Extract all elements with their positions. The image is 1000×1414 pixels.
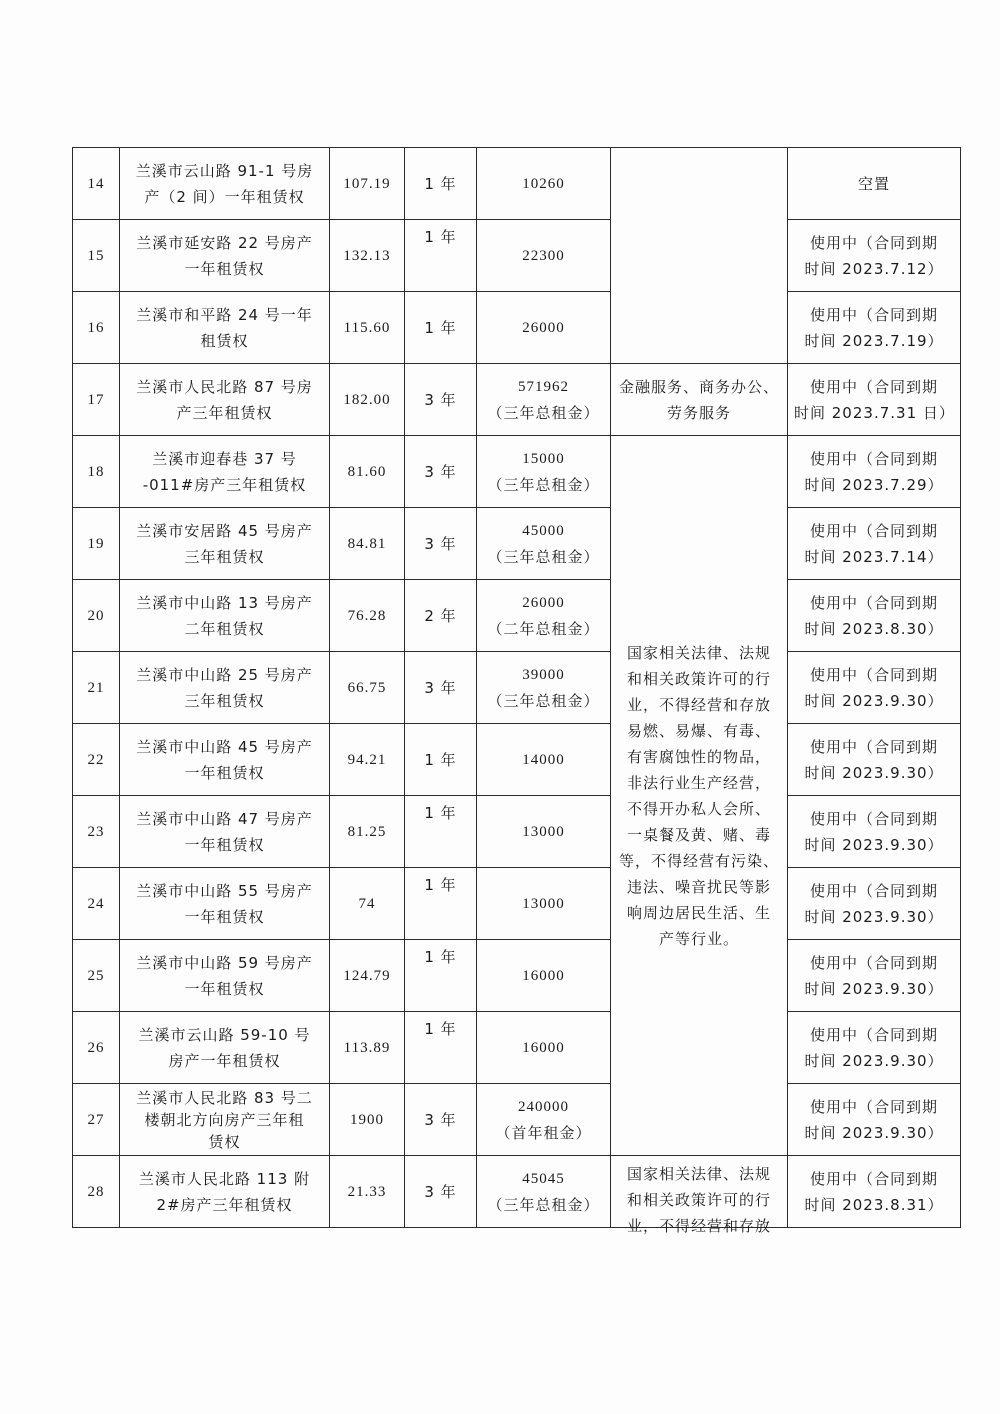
row-number: 27 [73, 1084, 120, 1156]
property-name-line: 一年租赁权 [184, 979, 265, 998]
property-name-line: 兰溪市中山路 47 号房产 [136, 809, 313, 828]
property-name-line: 兰溪市中山路 45 号房产 [136, 737, 313, 756]
rent-cell [477, 868, 611, 940]
property-name-cell [120, 1012, 330, 1084]
permitted-use-cell [611, 364, 788, 436]
row-number: 20 [73, 580, 120, 652]
property-name-line: 兰溪市人民北路 83 号二 [136, 1088, 313, 1107]
area-cell: 113.89 [330, 1012, 405, 1084]
property-name-cell [120, 868, 330, 940]
status-cell [788, 364, 961, 436]
property-name-line: 兰溪市延安路 22 号房产 [136, 233, 313, 252]
rent-line: 571962 [518, 378, 569, 395]
lease-term-text: 1 年 [424, 228, 457, 246]
rent-cell [477, 940, 611, 1012]
rent-line: 16000 [522, 967, 565, 984]
permitted-use-line: 国家相关法律、法规 [626, 643, 771, 662]
table-row [73, 868, 961, 940]
status-line: 时间 2023.9.30） [804, 835, 944, 854]
permitted-use-line: 劳务服务 [666, 403, 731, 422]
area-cell: 94.21 [330, 724, 405, 796]
property-name-cell [120, 796, 330, 868]
status-line: 时间 2023.7.19） [804, 331, 944, 350]
rent-line: （三年总租金） [487, 547, 600, 566]
lease-term-cell [405, 652, 477, 724]
table-row [73, 652, 961, 724]
row-number: 22 [73, 724, 120, 796]
property-name-line: 房产一年租赁权 [168, 1051, 281, 1070]
rent-line: 14000 [522, 751, 565, 768]
table-row [73, 1012, 961, 1084]
permitted-use-cell-empty [611, 148, 788, 364]
status-cell [788, 940, 961, 1012]
permitted-use-line: 国家相关法律、法规 [626, 1164, 771, 1183]
row-number: 28 [73, 1156, 120, 1228]
rent-line: （三年总租金） [487, 475, 600, 494]
rent-cell [477, 148, 611, 220]
property-name-line: 一年租赁权 [184, 763, 265, 782]
lease-term-cell [405, 1084, 477, 1156]
rent-cell [477, 724, 611, 796]
area-cell: 66.75 [330, 652, 405, 724]
status-cell [788, 508, 961, 580]
property-name-line: 兰溪市中山路 55 号房产 [136, 881, 313, 900]
status-line: 时间 2023.9.30） [804, 907, 944, 926]
lease-term-cell [405, 580, 477, 652]
status-line: 使用中（合同到期 [809, 1169, 938, 1188]
rent-cell [477, 1156, 611, 1228]
status-line: 使用中（合同到期 [809, 881, 938, 900]
rent-line: 22300 [522, 247, 565, 264]
rent-cell [477, 292, 611, 364]
property-name-cell [120, 220, 330, 292]
property-name-cell [120, 940, 330, 1012]
property-name-line: 二年租赁权 [184, 619, 265, 638]
table-row [73, 436, 961, 508]
status-cell [788, 724, 961, 796]
property-name-line: 产三年租赁权 [176, 403, 273, 422]
property-name-line: 兰溪市人民北路 87 号房 [136, 377, 313, 396]
status-line: 使用中（合同到期 [809, 377, 938, 396]
status-cell [788, 220, 961, 292]
status-line: 使用中（合同到期 [809, 521, 938, 540]
rent-line: 13000 [522, 823, 565, 840]
row-number: 19 [73, 508, 120, 580]
lease-term-cell [405, 436, 477, 508]
rent-line: 240000 [518, 1098, 569, 1115]
table-row [73, 292, 961, 364]
lease-term-cell [405, 292, 477, 364]
lease-term-cell [405, 1156, 477, 1228]
rent-line: （三年总租金） [487, 691, 600, 710]
status-line: 时间 2023.9.30） [804, 691, 944, 710]
lease-term-cell [405, 796, 477, 868]
status-line: 使用中（合同到期 [809, 737, 938, 756]
property-name-cell [120, 1156, 330, 1228]
status-line: 时间 2023.7.14） [804, 547, 944, 566]
permitted-use-line: 和相关政策许可的行 [626, 1190, 771, 1209]
permitted-use-line: 金融服务、商务办公、 [618, 377, 779, 396]
status-line: 使用中（合同到期 [809, 665, 938, 684]
property-name-line: 三年租赁权 [184, 547, 265, 566]
status-cell [788, 292, 961, 364]
property-name-line: -011#房产三年租赁权 [142, 475, 307, 494]
area-cell: 182.00 [330, 364, 405, 436]
permitted-use-line: 业，不得经营和存放 [626, 695, 771, 714]
rent-line: （三年总租金） [487, 1195, 600, 1214]
status-cell [788, 148, 961, 220]
row-number: 14 [73, 148, 120, 220]
table-row [73, 220, 961, 292]
property-name-line: 兰溪市中山路 59 号房产 [136, 953, 313, 972]
property-name-cell [120, 148, 330, 220]
permitted-use-line: 不得开办私人会所、 [626, 799, 771, 818]
lease-table [72, 147, 961, 1235]
table-row [73, 940, 961, 1012]
property-name-cell [120, 508, 330, 580]
lease-term-text: 3 年 [424, 534, 457, 553]
area-cell: 76.28 [330, 580, 405, 652]
table-row [73, 580, 961, 652]
property-name-cell [120, 652, 330, 724]
status-cell [788, 1084, 961, 1156]
lease-term-text: 1 年 [424, 876, 457, 894]
property-name-line: 兰溪市云山路 59-10 号 [138, 1025, 311, 1044]
status-line: 使用中（合同到期 [809, 449, 938, 468]
property-name-line: 产（2 间）一年租赁权 [144, 187, 305, 206]
rent-line: 26000 [522, 594, 565, 611]
rent-cell [477, 508, 611, 580]
row-number: 25 [73, 940, 120, 1012]
lease-term-cell [405, 1012, 477, 1084]
property-name-line: 兰溪市迎春巷 37 号 [152, 449, 297, 468]
property-name-line: 兰溪市人民北路 113 附 [138, 1169, 311, 1188]
permitted-use-line: 业，不得经营和存放 [626, 1216, 771, 1235]
permitted-use-line: 产等行业。 [658, 929, 739, 948]
status-line: 时间 2023.8.31） [804, 1195, 944, 1214]
row-number: 15 [73, 220, 120, 292]
permitted-use-cell [611, 1156, 788, 1235]
rent-line: 16000 [522, 1039, 565, 1056]
lease-term-text: 3 年 [424, 390, 457, 409]
rent-line: 26000 [522, 319, 565, 336]
permitted-use-line: 等，不得经营有污染、 [618, 851, 779, 870]
table-row [73, 364, 961, 436]
lease-term-text: 3 年 [424, 678, 457, 697]
status-line: 时间 2023.9.30） [804, 1123, 944, 1142]
rent-cell [477, 652, 611, 724]
lease-term-text: 1 年 [424, 948, 457, 966]
lease-term-cell [405, 724, 477, 796]
lease-term-text: 1 年 [424, 804, 457, 822]
status-line: 时间 2023.7.29） [804, 475, 944, 494]
rent-line: 39000 [522, 666, 565, 683]
property-name-line: 楼朝北方向房产三年租 [144, 1110, 305, 1129]
rent-cell [477, 436, 611, 508]
property-name-line: 兰溪市中山路 13 号房产 [136, 593, 313, 612]
status-line: 时间 2023.8.30） [804, 619, 944, 638]
row-number: 26 [73, 1012, 120, 1084]
rent-cell [477, 1012, 611, 1084]
rent-cell [477, 796, 611, 868]
area-cell: 124.79 [330, 940, 405, 1012]
rent-line: 13000 [522, 895, 565, 912]
property-name-line: 2#房产三年租赁权 [156, 1195, 293, 1214]
rent-line: （首年租金） [495, 1123, 592, 1142]
property-name-cell [120, 292, 330, 364]
permitted-use-line: 有害腐蚀性的物品， [626, 747, 771, 766]
status-line: 使用中（合同到期 [809, 305, 938, 324]
property-name-line: 一年租赁权 [184, 835, 265, 854]
status-cell [788, 796, 961, 868]
lease-term-text: 1 年 [424, 1020, 457, 1038]
permitted-use-line: 违法、噪音扰民等影 [626, 877, 771, 896]
lease-term-cell [405, 868, 477, 940]
status-line: 时间 2023.7.31 日） [794, 403, 955, 422]
property-name-cell [120, 724, 330, 796]
property-name-cell [120, 436, 330, 508]
area-cell: 81.60 [330, 436, 405, 508]
permitted-use-cell [611, 436, 788, 1156]
rent-line: 15000 [522, 450, 565, 467]
permitted-use-line: 非法行业生产经营， [626, 773, 771, 792]
status-line: 时间 2023.9.30） [804, 1051, 944, 1070]
property-name-line: 赁权 [208, 1132, 241, 1151]
row-number: 21 [73, 652, 120, 724]
lease-term-text: 3 年 [424, 1110, 457, 1129]
area-cell: 1900 [330, 1084, 405, 1156]
status-cell [788, 436, 961, 508]
status-line: 使用中（合同到期 [809, 1097, 938, 1116]
status-line: 使用中（合同到期 [809, 593, 938, 612]
status-line: 时间 2023.9.30） [804, 763, 944, 782]
rent-line: （二年总租金） [487, 619, 600, 638]
rent-line: 45045 [522, 1170, 565, 1187]
area-cell: 132.13 [330, 220, 405, 292]
row-number: 17 [73, 364, 120, 436]
property-name-line: 租赁权 [200, 331, 249, 350]
table-row [73, 724, 961, 796]
row-number: 24 [73, 868, 120, 940]
area-cell: 74 [330, 868, 405, 940]
area-cell: 115.60 [330, 292, 405, 364]
status-line: 时间 2023.7.12） [804, 259, 944, 278]
lease-term-cell [405, 508, 477, 580]
table-row [73, 508, 961, 580]
permitted-use-line: 响周边居民生活、生 [626, 903, 771, 922]
status-cell [788, 868, 961, 940]
property-name-line: 兰溪市和平路 24 号一年 [136, 305, 313, 324]
rent-cell [477, 1084, 611, 1156]
property-name-cell [120, 364, 330, 436]
lease-term-cell [405, 148, 477, 220]
property-name-cell [120, 1084, 330, 1156]
area-cell: 81.25 [330, 796, 405, 868]
lease-term-cell [405, 940, 477, 1012]
status-line: 空置 [857, 174, 890, 193]
lease-term-text: 1 年 [424, 750, 457, 769]
status-line: 使用中（合同到期 [809, 953, 938, 972]
permitted-use-line: 一桌餐及黄、赌、毒 [626, 825, 771, 844]
status-line: 时间 2023.9.30） [804, 979, 944, 998]
status-cell [788, 1012, 961, 1084]
table-row [73, 796, 961, 868]
property-name-line: 兰溪市安居路 45 号房产 [136, 521, 313, 540]
property-name-cell [120, 580, 330, 652]
property-name-line: 兰溪市中山路 25 号房产 [136, 665, 313, 684]
rent-cell [477, 580, 611, 652]
row-number: 23 [73, 796, 120, 868]
area-cell: 107.19 [330, 148, 405, 220]
lease-term-cell [405, 364, 477, 436]
status-cell [788, 1156, 961, 1228]
rent-cell [477, 364, 611, 436]
rent-line: （三年总租金） [487, 403, 600, 422]
permitted-use-line: 易燃、易爆、有毒、 [626, 721, 771, 740]
property-name-line: 一年租赁权 [184, 907, 265, 926]
lease-term-text: 3 年 [424, 1182, 457, 1201]
table-row [73, 1084, 961, 1156]
status-line: 使用中（合同到期 [809, 809, 938, 828]
lease-term-text: 3 年 [424, 462, 457, 481]
rent-cell [477, 220, 611, 292]
rent-line: 45000 [522, 522, 565, 539]
property-name-line: 三年租赁权 [184, 691, 265, 710]
lease-term-text: 1 年 [424, 318, 457, 337]
table-row [73, 1156, 961, 1228]
permitted-use-line: 和相关政策许可的行 [626, 669, 771, 688]
status-cell [788, 580, 961, 652]
property-name-line: 兰溪市云山路 91-1 号房 [135, 161, 314, 180]
area-cell: 84.81 [330, 508, 405, 580]
area-cell: 21.33 [330, 1156, 405, 1228]
lease-term-text: 2 年 [424, 606, 457, 625]
table-row [73, 148, 961, 220]
lease-term-cell [405, 220, 477, 292]
lease-term-text: 1 年 [424, 174, 457, 193]
status-line: 使用中（合同到期 [809, 1025, 938, 1044]
rent-line: 10260 [522, 175, 565, 192]
status-line: 使用中（合同到期 [809, 233, 938, 252]
row-number: 16 [73, 292, 120, 364]
row-number: 18 [73, 436, 120, 508]
property-name-line: 一年租赁权 [184, 259, 265, 278]
status-cell [788, 652, 961, 724]
